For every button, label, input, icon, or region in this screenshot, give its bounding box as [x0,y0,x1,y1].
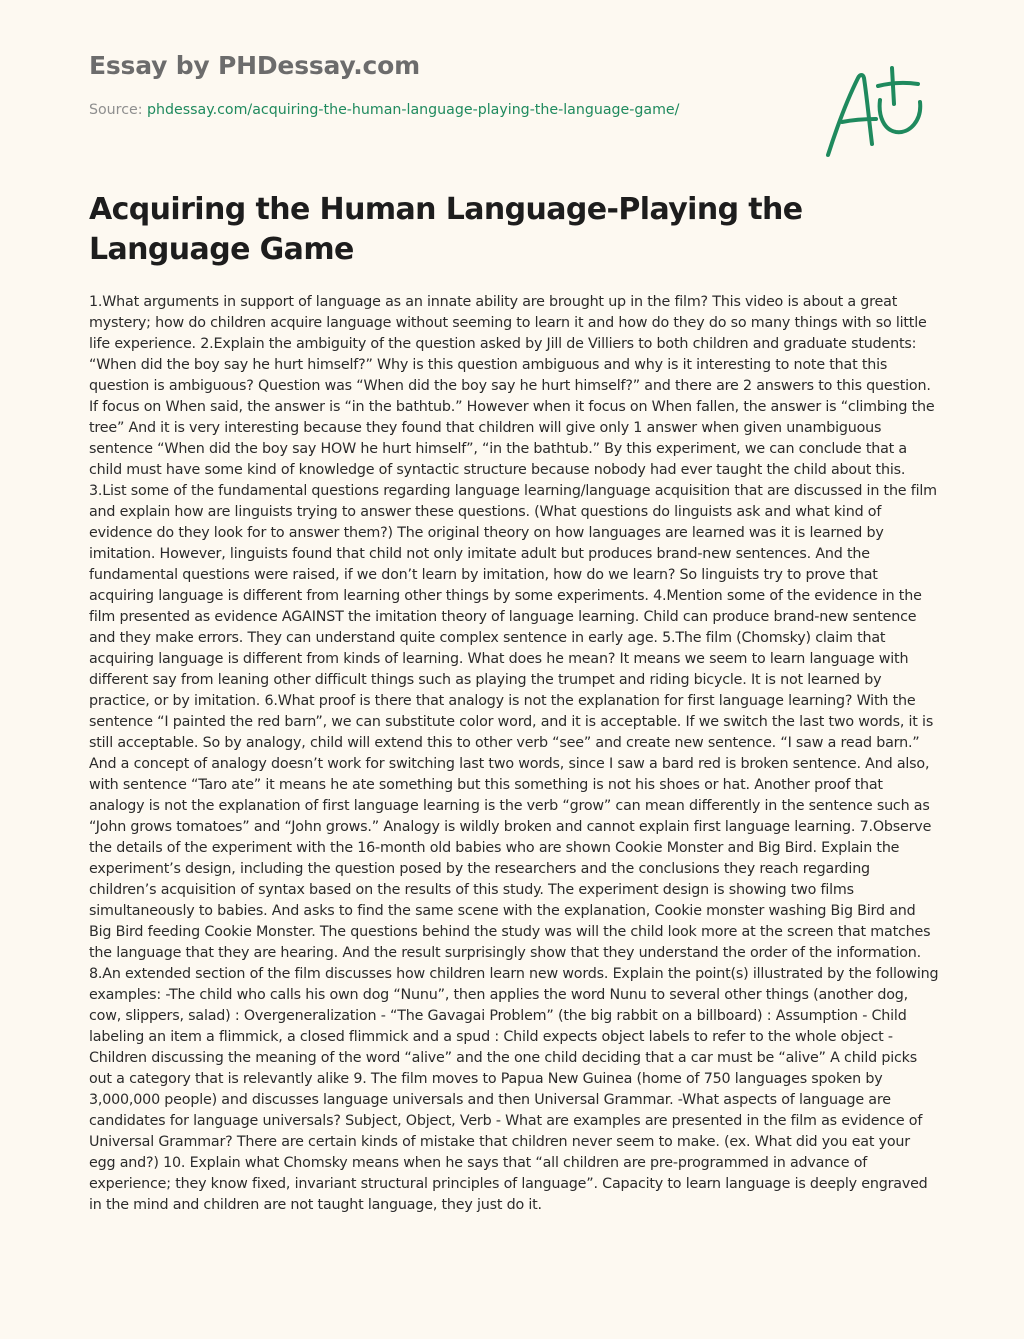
site-title: Essay by PHDessay.com [89,51,420,80]
source-label: Source: [89,102,148,118]
source-line [89,100,789,120]
source-link[interactable]: phdessay.com/acquiring-the-human-language-playing-the-language-game/ [147,102,680,118]
a-plus-logo [822,64,930,160]
a-plus-logo-icon [822,64,930,160]
page-header [89,50,789,120]
essay-body-text: 1.What arguments in support of language as an innate ability are brought up in the film? This video is about a great mystery; how do children acquire language without seeming to learn it and how do they do so many things with so little life experience. 2.Explain the ambiguity of the question asked by Jill de Villiers to both children and graduate students: “When did the boy say he hurt himself?” Why is this question ambiguous and why is it interesting to note that this question is ambiguous? Question was “When did the boy say he hurt himself?” and there are 2 answers to this question. If focus on When said, the answer is “in the bathtub.” However when it focus on When fallen, the answer is “climbing the tree” And it is very interesting because they found that children will give only 1 answer when given unambiguous sentence “When did the boy say HOW he hurt himself”, “in the bathtub.” By this experiment, we can conclude that a child must have some kind of knowledge of syntactic structure because nobody had ever taught the child about this. 3.List some of the fundamental questions regarding language learning/language acquisition that are discussed in the film and explain how are linguists trying to answer these questions. (What questions do linguists ask and what kind of evidence do they look for to answer them?) The original theory on how languages are learned was it is learned by imitation. However, linguists found that child not only imitate adult but produces brand-new sentences. And the fundamental questions were raised, if we don’t learn by imitation, how do we learn? So linguists try to prove that acquiring language is different from learning other things by some experiments. 4.Mention some of the evidence in the film presented as evidence AGAINST the imitation theory of language learning. Child can produce brand-new sentence and they make errors. They can understand quite complex sentence in early age. 5.The film (Chomsky) claim that acquiring language is different from kinds of learning. What does he mean? It means we seem to learn language with different say from leaning other difficult things such as playing the trumpet and riding bicycle. It is not learned by practice, or by imitation. 6.What proof is there that analogy is not the explanation for first language learning? With the sentence “I painted the red barn”, we can substitute color word, and it is acceptable. If we switch the last two words, it is still acceptable. So by analogy, child will extend this to other verb “see” and create new sentence. “I saw a read barn.” And a concept of analogy doesn’t work for switching last two words, since I saw a bard red is broken sentence. And also, with sentence “Taro ate” it means he ate something but this something is not his shoes or hat. Another proof that analogy is not the explanation of first language learning is the verb “grow” can mean differently in the sentence such as “John grows tomatoes” and “John grows.” Analogy is wildly broken and cannot explain first language learning. 7.Observe the details of the experiment with the 16-month old babies who are shown Cookie Monster and Big Bird. Explain the experiment’s design, including the question posed by the researchers and the conclusions they reach regarding children’s acquisition of syntax based on the results of this study. The experiment design is showing two films simultaneously to babies. And asks to find the same scene with the explanation, Cookie monster washing Big Bird and Big Bird feeding Cookie Monster. The questions behind the study was will the child look more at the screen that matches the language that they are hearing. And the result surprisingly show that they understand the order of the information. 8.An extended section of the film discusses how children learn new words. Explain the point(s) illustrated by the following examples: -The child who calls his own dog “Nunu”, then applies the word Nunu to several other things (another dog, cow, slippers, salad) : Overgeneralization - “The Gavagai Problem” (the big rabbit on a billboard) : Assumption - Child labeling an item a flimmick, a closed flimmick and a spud : Child expects object labels to refer to the whole object - Children discussing the meaning of the word “alive” and the one child deciding that a car must be “alive” A child picks out a category that is relevantly alike 9. The film moves to Papua New Guinea (home of 750 languages spoken by 3,000,000 people) and discusses language universals and then Universal Grammar. -What aspects of language are candidates for language universals? Subject, Object, Verb - What are examples are presented in the film as evidence of Universal Grammar? There are certain kinds of mistake that children never seem to make. (ex. What did you eat your egg and?) 10. Explain what Chomsky means when he says that “all children are pre-programmed in advance of experience; they know fixed, invariant structural principles of language”. Capacity to learn language is deeply engraved in the mind and children are not taught language, they just do it. [89,294,939,1213]
document-title: Acquiring the Human Language-Playing the Language Game [89,192,803,267]
